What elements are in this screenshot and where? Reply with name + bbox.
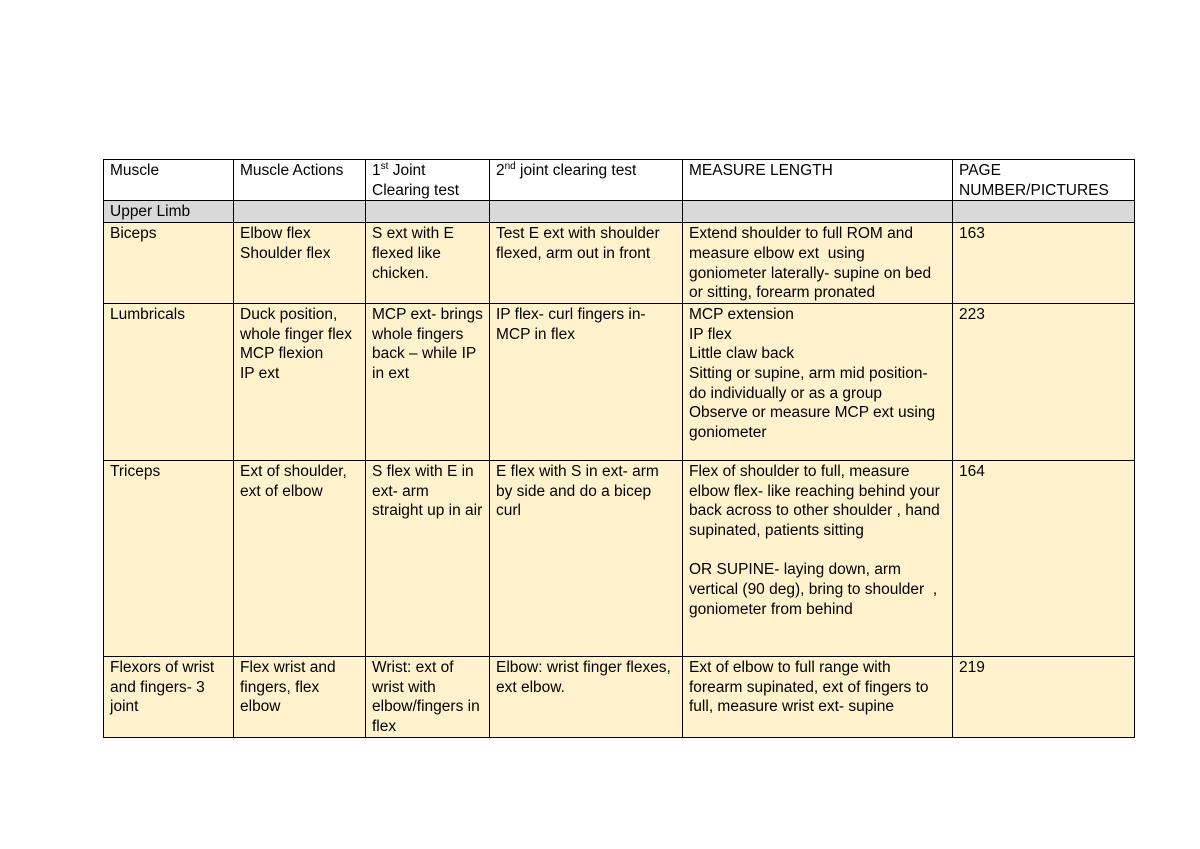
page-cell: 164 — [953, 460, 1135, 656]
muscle-cell: Biceps — [104, 223, 234, 304]
muscle-table — [103, 159, 1135, 738]
header-second-joint-test: 2nd joint clearing test — [490, 160, 683, 201]
table-row — [104, 223, 1135, 304]
muscle-cell: Lumbricals — [104, 303, 234, 460]
actions-cell: Flex wrist and fingers, flex elbow — [234, 656, 366, 737]
second-test-cell: Test E ext with shoulder flexed, arm out in front — [490, 223, 683, 304]
header-page-number: PAGE NUMBER/PICTURES — [953, 160, 1135, 201]
header-muscle-actions: Muscle Actions — [234, 160, 366, 201]
measure-cell: Extend shoulder to full ROM and measure elbow ext using goniometer laterally- supine on bed or sitting, forearm pronated — [683, 223, 953, 304]
section-label: Upper Limb — [104, 201, 234, 223]
measure-cell: Ext of elbow to full range with forearm supinated, ext of fingers to full, measure wrist ext- supine — [683, 656, 953, 737]
muscle-cell: Triceps — [104, 460, 234, 656]
measure-cell: Flex of shoulder to full, measure elbow flex- like reaching behind your back across to other shoulder , hand supinated, patients sitting OR SUPINE- laying down, arm vertical (90 deg), bring to shoulder , goniometer from behind — [683, 460, 953, 656]
header-measure-length: MEASURE LENGTH — [683, 160, 953, 201]
header-row — [104, 160, 1135, 201]
second-test-cell: Elbow: wrist finger flexes, ext elbow. — [490, 656, 683, 737]
first-test-cell: MCP ext- brings whole fingers back – while IP in ext — [366, 303, 490, 460]
second-test-cell: IP flex- curl fingers in- MCP in flex — [490, 303, 683, 460]
actions-cell: Duck position, whole finger flex MCP flexion IP ext — [234, 303, 366, 460]
muscle-cell: Flexors of wrist and fingers- 3 joint — [104, 656, 234, 737]
first-test-cell: S flex with E in ext- arm straight up in air — [366, 460, 490, 656]
section-row — [104, 201, 1135, 223]
page-cell: 163 — [953, 223, 1135, 304]
table-row — [104, 460, 1135, 656]
header-muscle: Muscle — [104, 160, 234, 201]
measure-cell: MCP extension IP flex Little claw back Sitting or supine, arm mid position- do individually or as a group Observe or measure MCP ext using goniometer — [683, 303, 953, 460]
page-cell: 223 — [953, 303, 1135, 460]
actions-cell: Elbow flex Shoulder flex — [234, 223, 366, 304]
first-test-cell: S ext with E flexed like chicken. — [366, 223, 490, 304]
header-first-joint-test: 1st Joint Clearing test — [366, 160, 490, 201]
table-row — [104, 656, 1135, 737]
actions-cell: Ext of shoulder, ext of elbow — [234, 460, 366, 656]
page-cell: 219 — [953, 656, 1135, 737]
second-test-cell: E flex with S in ext- arm by side and do a bicep curl — [490, 460, 683, 656]
first-test-cell: Wrist: ext of wrist with elbow/fingers in flex — [366, 656, 490, 737]
table-row — [104, 303, 1135, 460]
